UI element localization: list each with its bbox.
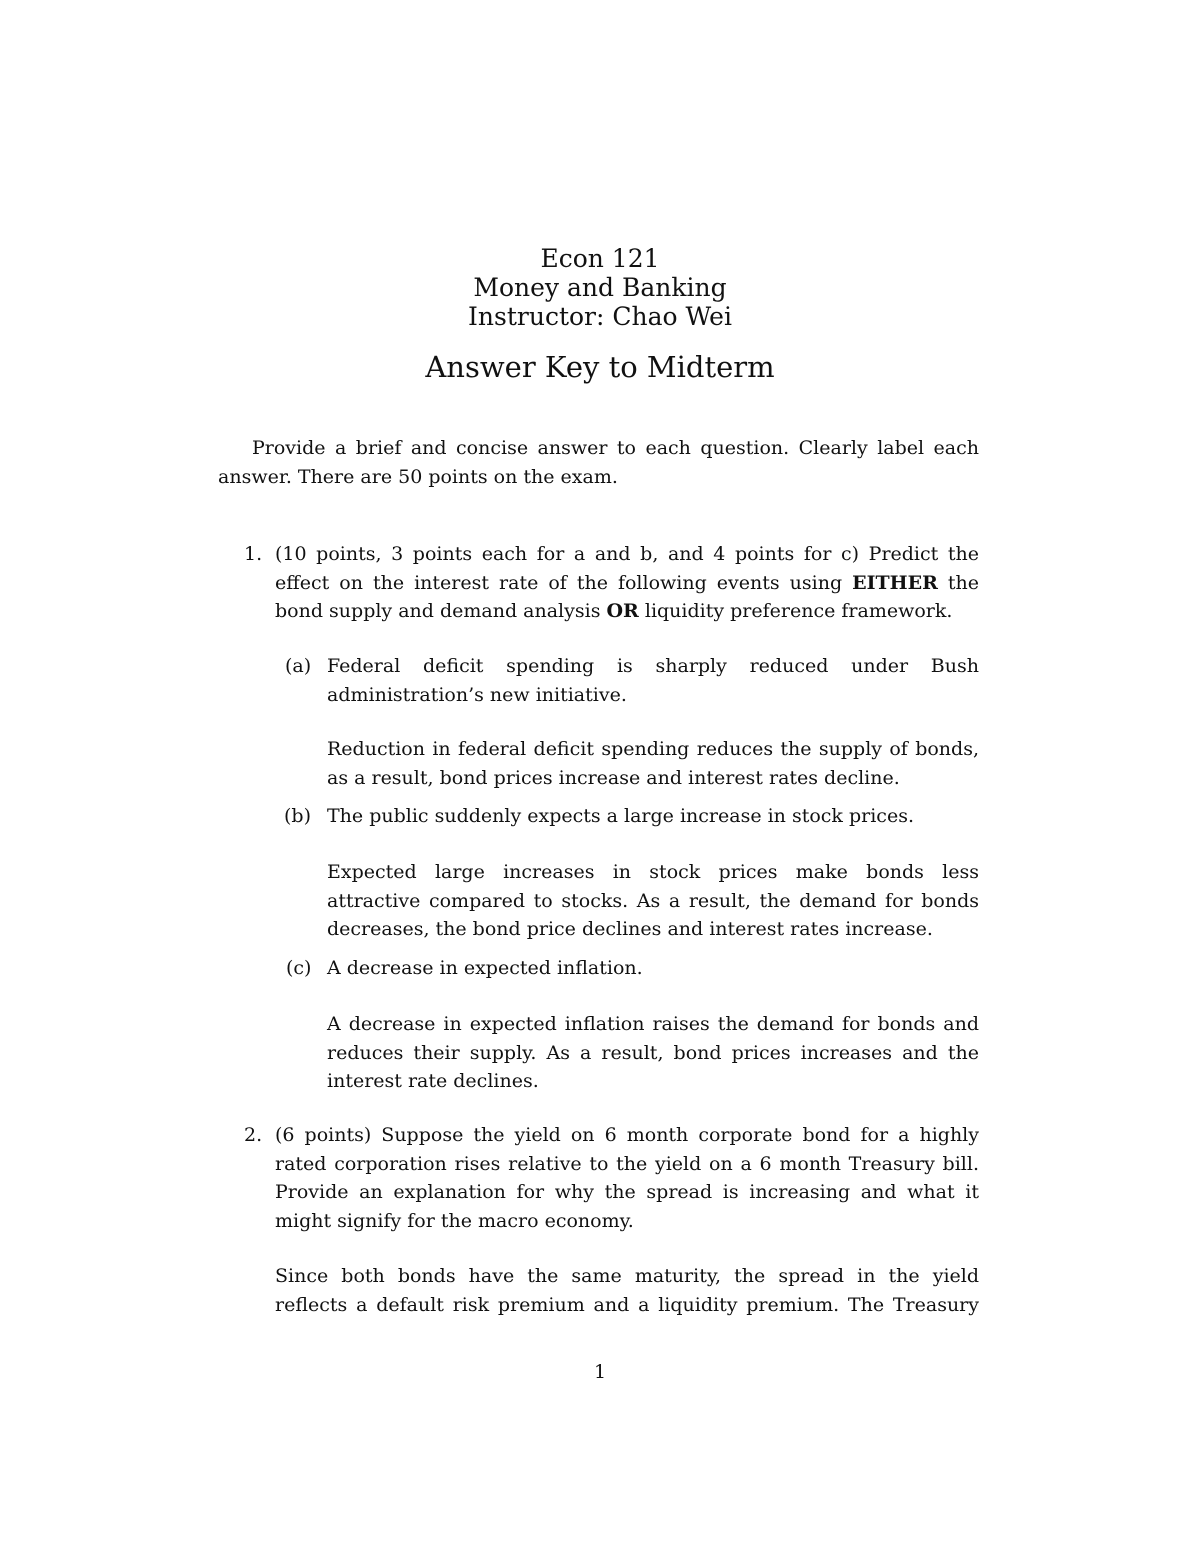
part-a-answer: Reduction in federal deficit spending reduces the supply of bonds, as a result, bond prices increase and interest rates decline. — [327, 738, 979, 789]
question-1-text-before: (10 points, 3 points each for a and b, and 4 points for c) Predict the effect on the interest rate of the following events using — [275, 543, 979, 594]
question-2-text: (6 points) Suppose the yield on 6 month corporate bond for a highly rated corporation rises relative to the yield on a 6 month Treasury bill. Provide an explanation for why the spread is increasing and what it might signify for the macro economy. — [275, 1124, 979, 1232]
instructor-name: Instructor: Chao Wei — [468, 302, 732, 331]
question-2-number: 2. — [244, 1124, 263, 1146]
question-1-emphasis-or: OR — [606, 600, 639, 622]
part-c-label: (c) — [286, 957, 312, 979]
question-1-text-middle: the bond supply and demand analysis — [275, 571, 980, 622]
question-1-text — [275, 540, 979, 626]
document-title: Answer Key to Midterm — [425, 350, 775, 384]
question-1-number: 1. — [244, 543, 263, 565]
question-1-emphasis-either: EITHER — [852, 571, 938, 594]
page-number: 1 — [593, 1361, 607, 1383]
question-2-answer: Since both bonds have the same maturity, the spread in the yield reflects a default risk premium and a liquidity premium. The Treasury — [275, 1265, 979, 1316]
part-c-question: A decrease in expected inflation. — [327, 957, 643, 979]
part-b-label: (b) — [284, 805, 311, 827]
part-a-question: Federal deficit spending is sharply reduced under Bush administration’s new initiative. — [327, 655, 979, 706]
part-c-answer: A decrease in expected inflation raises the demand for bonds and reduces their supply. As a result, bond prices increases and the interest rate declines. — [327, 1013, 979, 1092]
part-a-label: (a) — [285, 655, 312, 677]
course-subject: Money and Banking — [473, 273, 727, 302]
course-code: Econ 121 — [540, 244, 660, 273]
document-header — [0, 244, 1200, 331]
part-b-question: The public suddenly expects a large increase in stock prices. — [327, 805, 914, 827]
question-1-text-after: liquidity preference framework. — [638, 600, 953, 622]
instructions-paragraph: Provide a brief and concise answer to each question. Clearly label each answer. There are 50 points on the exam. — [218, 437, 979, 488]
part-b-answer: Expected large increases in stock prices make bonds less attractive compared to stocks. As a result, the demand for bonds decreases, the bond price declines and interest rates increase. — [327, 861, 979, 940]
